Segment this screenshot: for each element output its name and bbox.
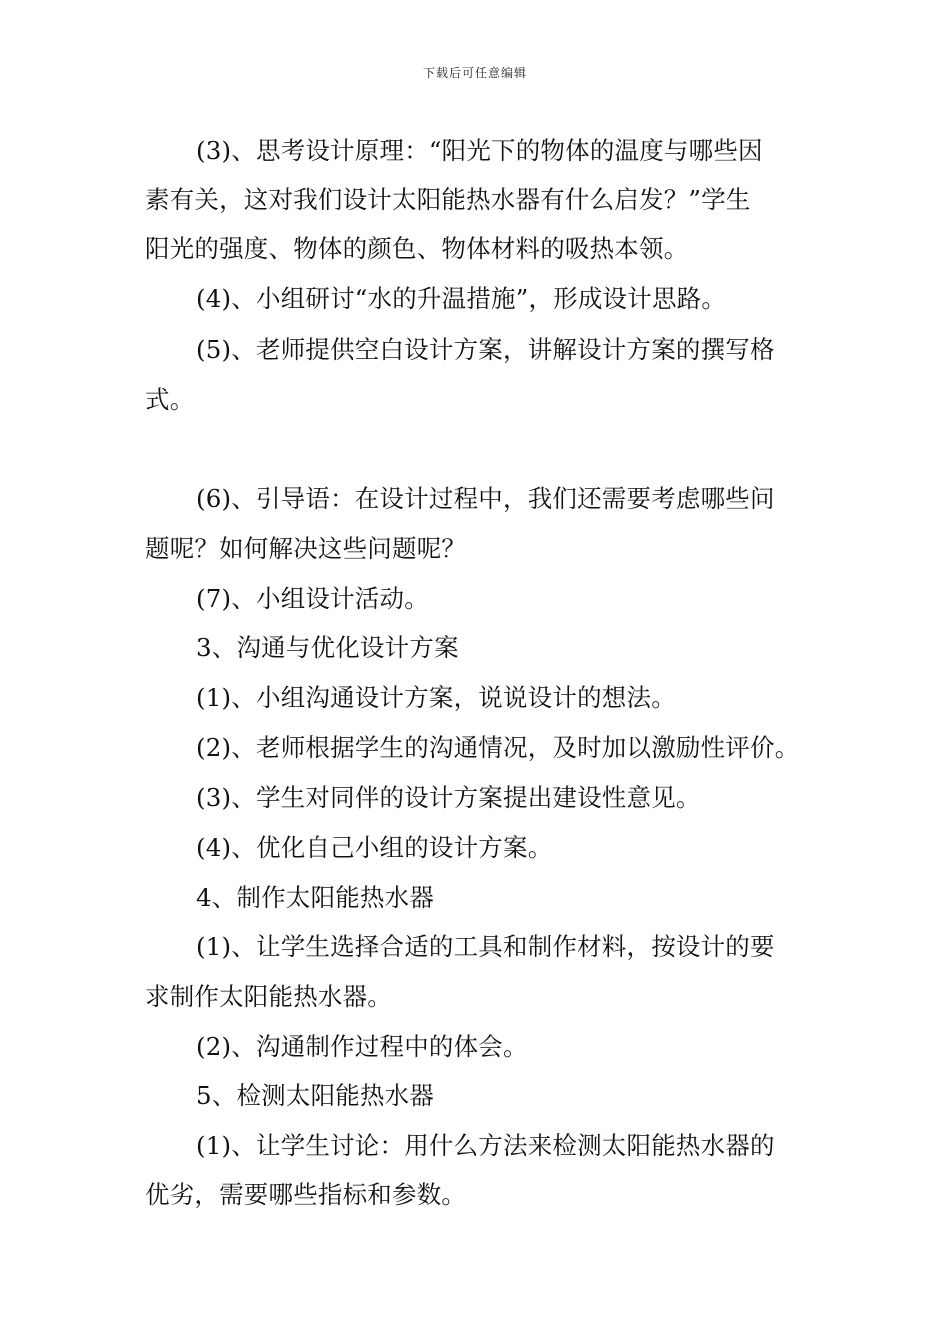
paragraph-line: (2)、沟通制作过程中的体会。 [196,1032,528,1061]
paragraph-line: (4)、小组研讨“水的升温措施”，形成设计思路。 [196,284,727,313]
paragraph-line: (1)、让学生选择合适的工具和制作材料，按设计的要 [196,932,775,961]
paragraph-line: 素有关，这对我们设计太阳能热水器有什么启发？”学生 [145,185,751,214]
page-header: 下载后可任意编辑 [422,66,527,80]
paragraph-line: 求制作太阳能热水器。 [145,982,392,1011]
paragraph-line: 式。 [145,385,195,414]
section-heading: 5、检测太阳能热水器 [196,1081,435,1110]
paragraph-line: (3)、思考设计原理：“阳光下的物体的温度与哪些因 [196,136,763,165]
section-heading: 3、沟通与优化设计方案 [196,633,459,662]
paragraph-line: (6)、引导语：在设计过程中，我们还需要考虑哪些问 [196,484,775,513]
paragraph-line: 优劣，需要哪些指标和参数。 [145,1180,467,1209]
paragraph-line: (2)、老师根据学生的沟通情况，及时加以激励性评价。 [196,733,800,762]
paragraph-line: (7)、小组设计活动。 [196,584,429,613]
paragraph-line: 题呢？如何解决这些问题呢？ [145,534,467,563]
paragraph-line: (3)、学生对同伴的设计方案提出建设性意见。 [196,783,701,812]
paragraph-line: (1)、小组沟通设计方案，说说设计的想法。 [196,683,676,712]
paragraph-line: 阳光的强度、物体的颜色、物体材料的吸热本领。 [145,234,689,263]
paragraph-line: (5)、老师提供空白设计方案，讲解设计方案的撰写格 [196,335,775,364]
section-heading: 4、制作太阳能热水器 [196,883,435,912]
paragraph-line: (1)、让学生讨论：用什么方法来检测太阳能热水器的 [196,1131,775,1160]
paragraph-line: (4)、优化自己小组的设计方案。 [196,833,553,862]
